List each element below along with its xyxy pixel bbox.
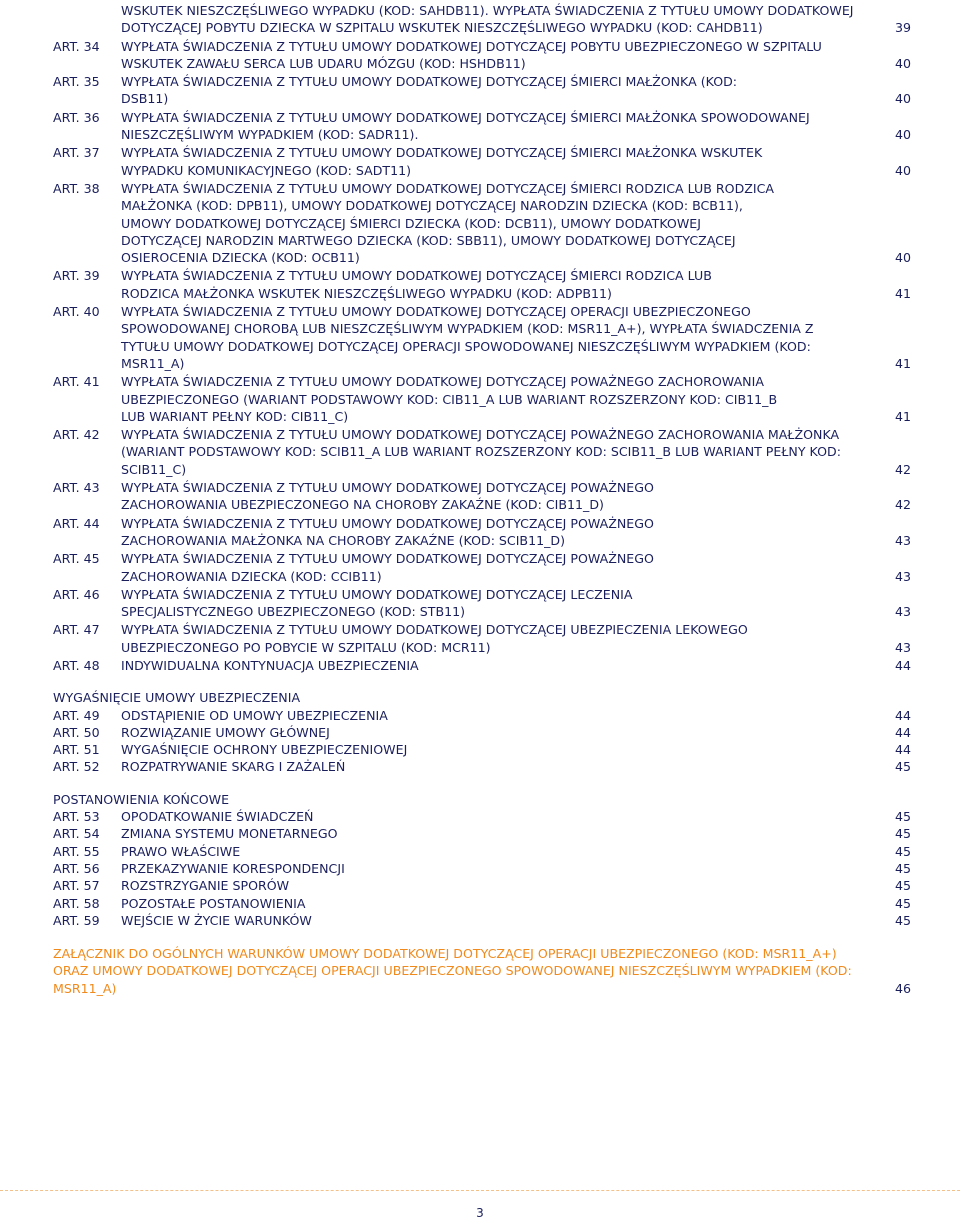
article-title: WSKUTEK NIESZCZĘŚLIWEGO WYPADKU (KOD: SAHDB11). WYPŁATA ŚWIADCZENIA Z TYTUŁU UMOWY DODATKOWEJ DOTYCZĄCEJ POBYTU DZIECKA W SZPITALU WSKUTEK NIESZCZĘŚLIWEGO WYPADKU (KOD: CAHDB11) bbox=[121, 3, 854, 36]
article-title: PRAWO WŁAŚCIWE bbox=[121, 843, 241, 859]
article-number: ART. 51 bbox=[53, 742, 100, 758]
article-title: WYPŁATA ŚWIADCZENIA Z TYTUŁU UMOWY DODATKOWEJ DOTYCZĄCEJ LECZENIA SPECJALISTYCZNEGO UBEZPIECZONEGO (KOD: STB11) bbox=[121, 586, 633, 620]
page-ref: 45 bbox=[894, 878, 911, 894]
page-ref: 41 bbox=[894, 285, 911, 301]
article-title: ODSTĄPIENIE OD UMOWY UBEZPIECZENIA bbox=[121, 707, 388, 723]
toc-entry[interactable] bbox=[53, 38, 911, 73]
section-heading: POSTANOWIENIA KOŃCOWE bbox=[53, 791, 230, 807]
article-title: WYPŁATA ŚWIADCZENIA Z TYTUŁU UMOWY DODATKOWEJ DOTYCZĄCEJ ŚMIERCI RODZICA LUB RODZICA MAŁŻONKA WSKUTEK NIESZCZĘŚLIWEGO WYPADKU (KOD: ADPB11) bbox=[121, 268, 712, 301]
page-number: 3 bbox=[476, 1206, 484, 1220]
toc-entry[interactable] bbox=[53, 877, 911, 894]
article-number: ART. 54 bbox=[53, 826, 100, 842]
article-number: ART. 38 bbox=[53, 180, 100, 196]
toc-entry[interactable] bbox=[53, 73, 911, 108]
toc-entry[interactable] bbox=[53, 180, 911, 266]
article-number: ART. 45 bbox=[53, 551, 100, 567]
article-number: ART. 42 bbox=[53, 427, 100, 443]
article-title: PRZEKAZYWANIE KORESPONDENCJI bbox=[121, 860, 345, 876]
footer-divider bbox=[0, 1190, 960, 1191]
table-of-contents bbox=[53, 0, 911, 997]
article-number: ART. 44 bbox=[53, 515, 100, 531]
toc-entry[interactable] bbox=[53, 267, 911, 302]
page-ref: 40 bbox=[894, 55, 911, 71]
article-number: ART. 58 bbox=[53, 895, 100, 911]
toc-entry[interactable] bbox=[53, 860, 911, 877]
article-title: WYPŁATA ŚWIADCZENIA Z TYTUŁU UMOWY DODATKOWEJ DOTYCZĄCEJ POWAŻNEGO ZACHOROWANIA MAŁŻONKA NA CHOROBY ZAKAŹNE (KOD: SCIB11_D) bbox=[121, 515, 654, 548]
toc-entry[interactable] bbox=[53, 2, 911, 37]
toc-entry[interactable] bbox=[53, 724, 911, 741]
toc-entry[interactable] bbox=[53, 515, 911, 550]
article-title: WYPŁATA ŚWIADCZENIA Z TYTUŁU UMOWY DODATKOWEJ DOTYCZĄCEJ ŚMIERCI MAŁŻONKA WSKUTEK WYPADKU KOMUNIKACYJNEGO (KOD: SADT11) bbox=[121, 145, 763, 178]
toc-entry[interactable] bbox=[53, 109, 911, 144]
article-number: ART. 52 bbox=[53, 759, 100, 775]
toc-entry[interactable] bbox=[53, 808, 911, 825]
page-ref: 44 bbox=[894, 724, 911, 740]
page-ref: 45 bbox=[894, 912, 911, 928]
page-ref: 45 bbox=[894, 860, 911, 876]
article-number: ART. 48 bbox=[53, 657, 100, 673]
page-ref: 44 bbox=[894, 657, 911, 673]
page-ref: 41 bbox=[894, 408, 911, 424]
toc-entry[interactable] bbox=[53, 825, 911, 842]
page-ref: 43 bbox=[894, 568, 911, 584]
article-number: ART. 50 bbox=[53, 724, 100, 740]
toc-entry[interactable] bbox=[53, 373, 911, 425]
toc-section-final-provisions bbox=[53, 791, 911, 929]
toc-annex-entry[interactable] bbox=[53, 945, 911, 997]
article-title: ROZWIĄZANIE UMOWY GŁÓWNEJ bbox=[121, 724, 330, 740]
article-title: WEJŚCIE W ŻYCIE WARUNKÓW bbox=[121, 912, 312, 928]
section-heading: WYGAŚNIĘCIE UMOWY UBEZPIECZENIA bbox=[53, 690, 301, 706]
article-title: WYPŁATA ŚWIADCZENIA Z TYTUŁU UMOWY DODATKOWEJ DOTYCZĄCEJ POWAŻNEGO ZACHOROWANIA UBEZPIECZONEGO NA CHOROBY ZAKAŹNE (KOD: CIB11_D) bbox=[121, 480, 654, 513]
article-title: ROZPATRYWANIE SKARG I ZAŻALEŃ bbox=[121, 759, 346, 775]
article-title: WYPŁATA ŚWIADCZENIA Z TYTUŁU UMOWY DODATKOWEJ DOTYCZĄCEJ ŚMIERCI MAŁŻONKA (KOD: DSB11) bbox=[121, 74, 738, 107]
article-number: ART. 39 bbox=[53, 268, 100, 284]
toc-entry[interactable] bbox=[53, 586, 911, 621]
article-title: ZMIANA SYSTEMU MONETARNEGO bbox=[121, 826, 338, 842]
page-ref: 41 bbox=[894, 355, 911, 371]
article-number: ART. 53 bbox=[53, 809, 100, 825]
article-number: ART. 46 bbox=[53, 586, 100, 602]
toc-entry[interactable] bbox=[53, 843, 911, 860]
article-number: ART. 57 bbox=[53, 878, 100, 894]
article-number: ART. 43 bbox=[53, 480, 100, 496]
article-number: ART. 47 bbox=[53, 622, 100, 638]
article-title: WYPŁATA ŚWIADCZENIA Z TYTUŁU UMOWY DODATKOWEJ DOTYCZĄCEJ POWAŻNEGO ZACHOROWANIA MAŁŻONKA (WARIANT PODSTAWOWY KOD: SCIB11_A LUB WARIANT ROZSZERZONY KOD: SCIB11_B LUB WARIANT PEŁNY KOD: SCIB11_C) bbox=[121, 427, 841, 477]
article-title: WYPŁATA ŚWIADCZENIA Z TYTUŁU UMOWY DODATKOWEJ DOTYCZĄCEJ ŚMIERCI RODZICA LUB RODZICA MAŁŻONKA (KOD: DPB11), UMOWY DODATKOWEJ DOTYCZĄCEJ NARODZIN DZIECKA (KOD: BCB11), UMOWY DODATKOWEJ DOTYCZĄCEJ ŚMIERCI DZIECKA (KOD: DCB11), UMOWY DODATKOWEJ DOTYCZĄCEJ NARODZIN MARTWEGO DZIECKA (KOD: SBB11), UMOWY DODATKOWEJ DOTYCZĄCEJ OSIEROCENIA DZIECKA (KOD: OCB11) bbox=[121, 180, 775, 266]
toc-entry[interactable] bbox=[53, 550, 911, 585]
page-ref: 42 bbox=[894, 497, 911, 513]
toc-entry[interactable] bbox=[53, 707, 911, 724]
page-ref: 40 bbox=[894, 91, 911, 107]
page-ref: 44 bbox=[894, 707, 911, 723]
article-title: INDYWIDUALNA KONTYNUACJA UBEZPIECZENIA bbox=[121, 657, 419, 673]
page-ref: 43 bbox=[894, 532, 911, 548]
article-number: ART. 41 bbox=[53, 374, 100, 390]
toc-entry[interactable] bbox=[53, 912, 911, 929]
page-ref: 43 bbox=[894, 639, 911, 655]
toc-entry[interactable] bbox=[53, 479, 911, 514]
article-title: OPODATKOWANIE ŚWIADCZEŃ bbox=[121, 809, 314, 825]
article-number: ART. 49 bbox=[53, 707, 100, 723]
toc-entry[interactable] bbox=[53, 144, 911, 179]
page-ref: 45 bbox=[894, 843, 911, 859]
page-ref: 42 bbox=[894, 461, 911, 477]
toc-entry[interactable] bbox=[53, 741, 911, 758]
article-title: WYPŁATA ŚWIADCZENIA Z TYTUŁU UMOWY DODATKOWEJ DOTYCZĄCEJ OPERACJI UBEZPIECZONEGO SPOWODOWANEJ CHOROBĄ LUB NIESZCZĘŚLIWYM WYPADKIEM (KOD: MSR11_A+), WYPŁATA ŚWIADCZENIA Z TYTUŁU UMOWY DODATKOWEJ DOTYCZĄCEJ OPERACJI SPOWODOWANEJ NIESZCZĘŚLIWYM WYPADKIEM (KOD: MSR11_A) bbox=[121, 304, 814, 371]
article-number: ART. 37 bbox=[53, 145, 100, 161]
article-number: ART. 55 bbox=[53, 843, 100, 859]
article-title: WYPŁATA ŚWIADCZENIA Z TYTUŁU UMOWY DODATKOWEJ DOTYCZĄCEJ ŚMIERCI MAŁŻONKA SPOWODOWANEJ NIESZCZĘŚLIWYM WYPADKIEM (KOD: SADR11). bbox=[121, 109, 810, 143]
article-number: ART. 59 bbox=[53, 912, 100, 928]
toc-section-termination bbox=[53, 689, 911, 775]
article-title: WYPŁATA ŚWIADCZENIA Z TYTUŁU UMOWY DODATKOWEJ DOTYCZĄCEJ POWAŻNEGO ZACHOROWANIA UBEZPIECZONEGO (WARIANT PODSTAWOWY KOD: CIB11_A LUB WARIANT ROZSZERZONY KOD: CIB11_B LUB WARIANT PEŁNY KOD: CIB11_C) bbox=[121, 374, 778, 424]
toc-entry[interactable] bbox=[53, 895, 911, 912]
page-ref: 43 bbox=[894, 604, 911, 620]
toc-entry[interactable] bbox=[53, 621, 911, 656]
article-number: ART. 40 bbox=[53, 304, 100, 320]
toc-entry[interactable] bbox=[53, 303, 911, 372]
toc-group-a bbox=[53, 2, 911, 674]
article-title: POZOSTAŁE POSTANOWIENIA bbox=[121, 895, 306, 911]
article-title: WYPŁATA ŚWIADCZENIA Z TYTUŁU UMOWY DODATKOWEJ DOTYCZĄCEJ POBYTU UBEZPIECZONEGO W SZPITALU WSKUTEK ZAWAŁU SERCA LUB UDARU MÓZGU (KOD: HSHDB11) bbox=[121, 38, 822, 71]
article-title: ROZSTRZYGANIE SPORÓW bbox=[121, 878, 290, 894]
article-number: ART. 36 bbox=[53, 109, 100, 125]
page-ref: 45 bbox=[894, 826, 911, 842]
page-ref: 39 bbox=[894, 20, 911, 36]
page-ref: 45 bbox=[894, 809, 911, 825]
article-title: WYPŁATA ŚWIADCZENIA Z TYTUŁU UMOWY DODATKOWEJ DOTYCZĄCEJ UBEZPIECZENIA LEKOWEGO UBEZPIECZONEGO PO POBYCIE W SZPITALU (KOD: MCR11) bbox=[121, 622, 748, 655]
page-ref: 44 bbox=[894, 742, 911, 758]
page-ref: 40 bbox=[894, 127, 911, 143]
page-ref: 40 bbox=[894, 250, 911, 266]
page-ref: 40 bbox=[894, 162, 911, 178]
toc-entry[interactable] bbox=[53, 758, 911, 775]
page-ref: 45 bbox=[894, 759, 911, 775]
annex-title: ZAŁĄCZNIK DO OGÓLNYCH WARUNKÓW UMOWY DODATKOWEJ DOTYCZĄCEJ OPERACJI UBEZPIECZONEGO (KOD: MSR11_A+) ORAZ UMOWY DODATKOWEJ DOTYCZĄCEJ OPERACJI UBEZPIECZONEGO SPOWODOWANEJ NIESZCZĘŚLIWYM WYPADKIEM (KOD: MSR11_A) bbox=[53, 946, 852, 996]
article-number: ART. 56 bbox=[53, 860, 100, 876]
article-title: WYPŁATA ŚWIADCZENIA Z TYTUŁU UMOWY DODATKOWEJ DOTYCZĄCEJ POWAŻNEGO ZACHOROWANIA DZIECKA (KOD: CCIB11) bbox=[121, 551, 654, 584]
article-number: ART. 35 bbox=[53, 74, 100, 90]
page-ref: 46 bbox=[894, 980, 911, 996]
toc-entry[interactable] bbox=[53, 426, 911, 478]
article-title: WYGAŚNIĘCIE OCHRONY UBEZPIECZENIOWEJ bbox=[121, 742, 408, 758]
page-ref: 45 bbox=[894, 895, 911, 911]
toc-entry[interactable] bbox=[53, 657, 911, 674]
article-number: ART. 34 bbox=[53, 38, 100, 54]
